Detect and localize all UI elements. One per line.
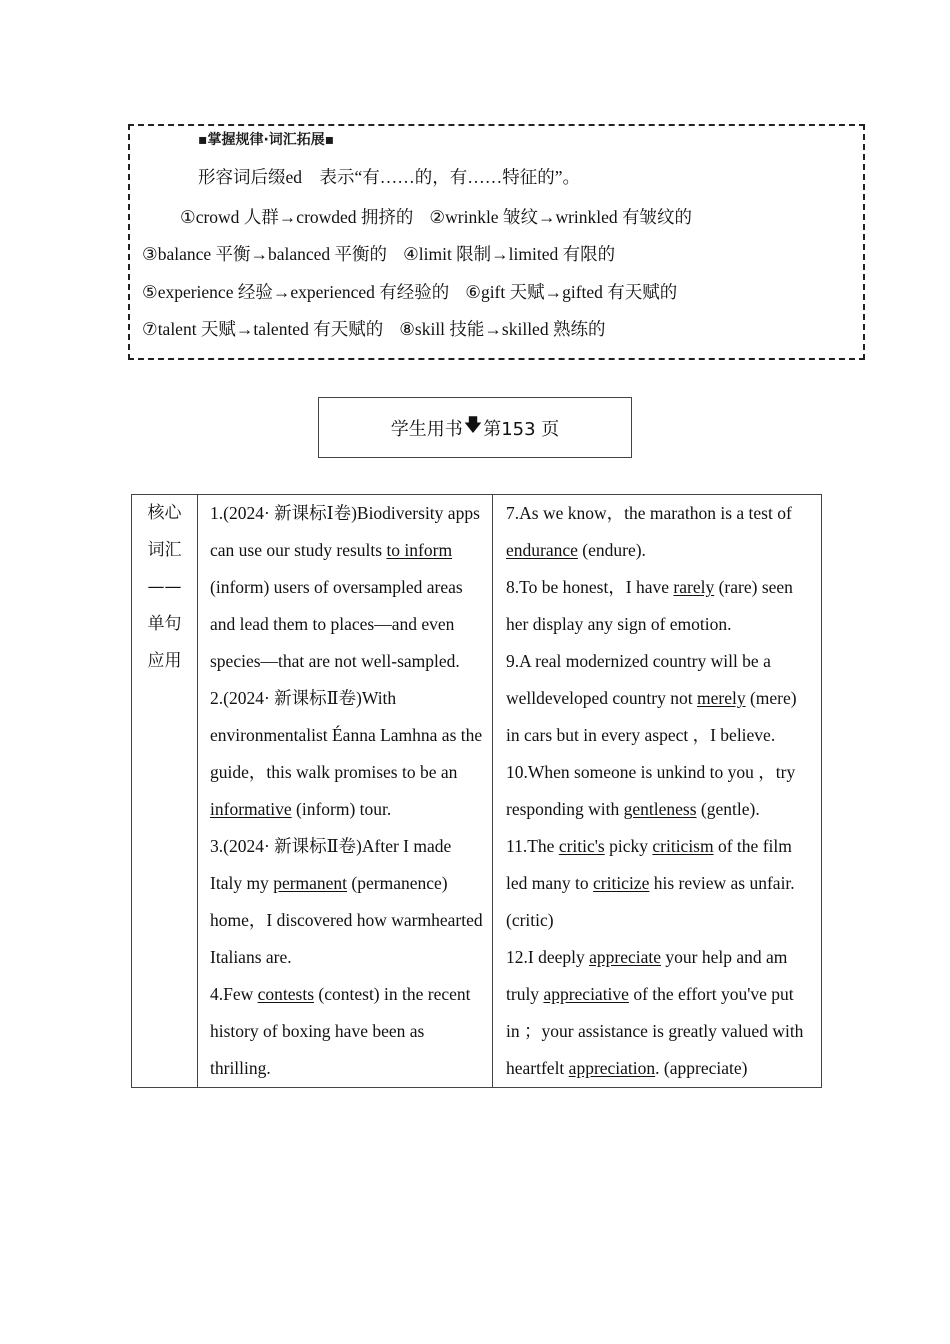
answer: gentleness — [623, 799, 697, 819]
answer: contests — [257, 984, 315, 1004]
vocabulary-expansion-box — [128, 124, 865, 360]
word-entry: ②wrinkle 皱纹→wrinkled 有皱纹的 — [429, 207, 693, 227]
category-line: 词汇 — [147, 540, 182, 560]
exercise-sentence: 1.(2024· 新课标Ⅰ卷)Biodiversity apps can use our study results to inform (inform) users of oversampled areas and lead them to places—and even species—that are not well-sampled. — [210, 503, 480, 671]
exercise-column-left — [198, 495, 493, 1088]
word-entry: ④limit 限制→limited 有限的 — [403, 244, 616, 265]
exercise-sentence: 2.(2024· 新课标Ⅱ卷)With environmentalist Éanna Lamhna as the guide，this walk promises to be an informative (inform) tour. — [210, 688, 483, 819]
word-entry: ①crowd 人群→crowded 拥挤的 — [180, 207, 414, 227]
category-line: —— — [147, 577, 182, 597]
exercise-sentence: 7.As we know，the marathon is a test of endurance (endure). — [506, 503, 792, 560]
word-entry: ⑥gift 天赋→gifted 有天赋的 — [465, 281, 678, 302]
category-label — [132, 495, 197, 680]
answer: criticism — [652, 836, 714, 856]
exercise-column-right — [493, 495, 822, 1088]
answer: merely — [697, 688, 746, 708]
word-entry: ③balance 平衡→balanced 平衡的 — [142, 244, 388, 265]
exercise-sentence: 3.(2024· 新课标Ⅱ卷)After I made Italy my permanent (permanence) home，I discovered how warmhearted Italians are. — [210, 836, 483, 967]
exercise-sentence: 12.I deeply appreciate your help and am truly appreciative of the effort you've put in ；your assistance is greatly valued with heartfelt appreciation. (appreciate) — [506, 947, 804, 1078]
category-line: 核心 — [147, 503, 182, 523]
word-family-list — [142, 199, 857, 348]
exercise-sentence: 9.A real modernized country will be a welldeveloped country not merely (mere) in cars but in every aspect ，I believe. — [506, 651, 797, 745]
page-ref-prefix: 学生用书 — [390, 418, 463, 440]
answer: informative — [210, 799, 292, 819]
category-cell — [132, 495, 198, 1088]
page-ref-suffix: 第153 页 — [483, 418, 560, 440]
table-row — [132, 495, 822, 1088]
answer: permanent — [273, 873, 348, 893]
word-entry: ⑤experience 经验→experienced 有经验的 — [142, 281, 450, 302]
exercise-sentence: 10.When someone is unkind to you ，try responding with gentleness (gentle). — [506, 762, 796, 819]
vocabulary-exercise-table — [131, 494, 822, 1088]
answer: appreciation — [568, 1058, 656, 1078]
exercise-sentence: 4.Few contests (contest) in the recent history of boxing have been as thrilling. — [210, 984, 471, 1078]
answer: critic's — [558, 836, 605, 856]
word-entry: ⑧skill 技能→skilled 熟练的 — [399, 318, 606, 339]
answer: endurance — [506, 540, 578, 560]
exercise-sentence: 11.The critic's picky criticism of the film led many to criticize his review as unfair.(critic) — [506, 836, 795, 930]
answer: to inform — [386, 540, 453, 560]
exercise-sentence: 8.To be honest，I have rarely (rare) seen her display any sign of emotion. — [506, 577, 793, 634]
down-arrow-icon: 🡇 — [463, 414, 483, 436]
answer: appreciative — [543, 984, 629, 1004]
category-line: 应用 — [147, 651, 182, 671]
word-entry: ⑦talent 天赋→talented 有天赋的 — [142, 318, 384, 339]
category-line: 单句 — [147, 614, 182, 634]
answer: criticize — [593, 873, 650, 893]
answer: rarely — [673, 577, 715, 597]
box-heading: ▪掌握规律·词汇拓展▪ — [198, 132, 335, 148]
page-reference — [318, 397, 632, 458]
answer: appreciate — [589, 947, 661, 967]
suffix-rule: 形容词后缀ed 表示“有……的，有……特征的”。 — [198, 167, 581, 187]
